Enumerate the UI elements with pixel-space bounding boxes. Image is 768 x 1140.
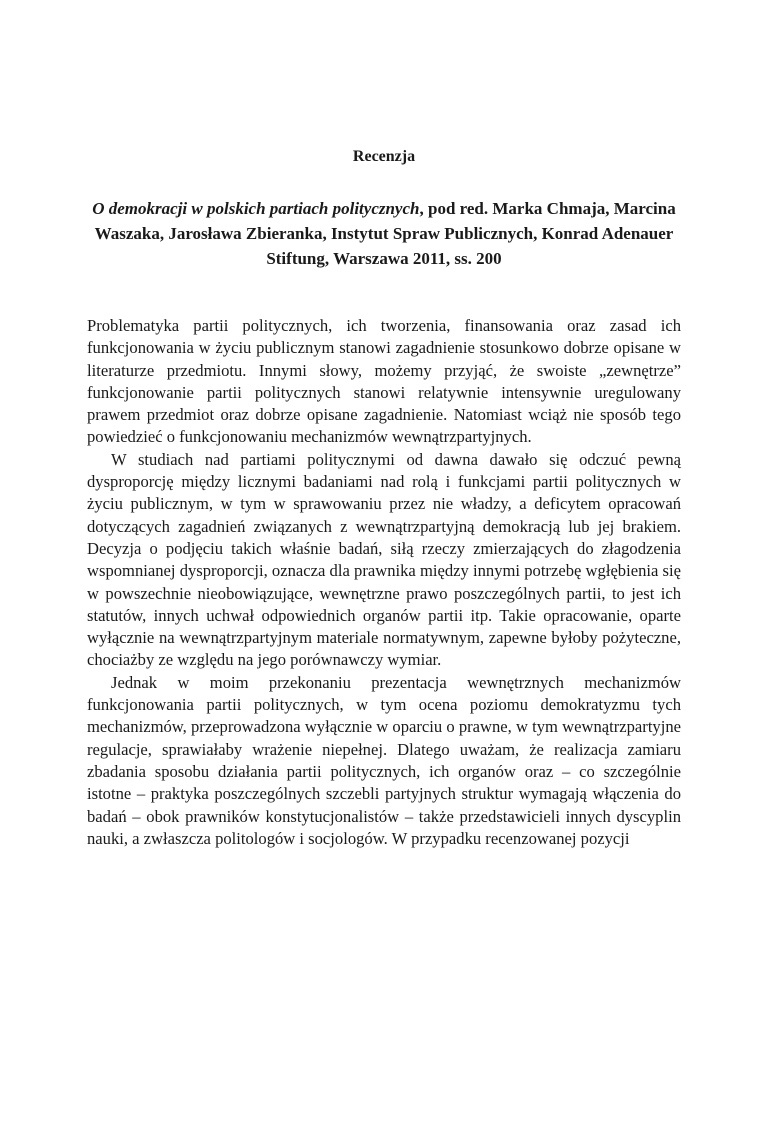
review-body <box>87 315 681 850</box>
paragraph-3: Jednak w moim przekonaniu prezentacja wewnętrznych mechanizmów funkcjonowania partii politycznych, w tym ocena poziomu demokratyzmu tych mechanizmów, przeprowadzona wyłącznie w oparciu o prawne, w tym wewnątrzpartyjne regulacje, sprawiałaby wrażenie niepełnej. Dlatego uważam, że realizacja zamiaru zbadania sposobu działania partii politycznych, ich organów oraz – co szczególnie istotne – praktyka poszczególnych szczebli partyjnych struktur wymagają włączenia do badań – obok prawników konstytucjonalistów – także przedstawicieli innych dyscyplin nauki, a zwłaszcza politologów i socjologów. W przypadku recenzowanej pozycji <box>87 672 681 848</box>
document-page <box>0 146 768 1140</box>
section-label: Recenzja <box>352 148 416 165</box>
book-details: , pod red. Marka Chmaja, Marcina Waszaka, Jarosława Zbieranka, Instytut Spraw Publicznych, Konrad Adenauer Stiftung, Warszawa 2011, ss. 200 <box>94 199 676 268</box>
book-title: O demokracji w polskich partiach politycznych <box>92 199 420 218</box>
paragraph-2: W studiach nad partiami politycznymi od dawna dawało się odczuć pewną dysproporcję między licznymi badaniami nad rolą i funkcjami partii politycznych w życiu publicznym, w tym w sprawowaniu przez nie władzy, a deficytem opracowań dotyczących zagadnień związanych z wewnątrzpartyjną demokracją lub jej brakiem. Decyzja o podjęciu takich właśnie badań, siłą rzeczy zmierzających do złagodzenia wspomnianej dysproporcji, oznacza dla prawnika między innymi potrzebę wgłębienia się w powszechnie nieobowiązujące, wewnętrzne prawo poszczególnych partii, to jest ich statutów, innych uchwał odpowiednich organów partii itp. Takie opracowanie, oparte wyłącznie na wewnątrzpartyjnym materiale normatywnym, zapewne byłoby pożyteczne, chociażby ze względu na jego porównawczy wymiar. <box>87 449 681 670</box>
paragraph-1: Problematyka partii politycznych, ich tworzenia, finansowania oraz zasad ich funkcjonowania w życiu publicznym stanowi zagadnienie stosunkowo dobrze opisane w literaturze przedmiotu. Innymi słowy, możemy przyjąć, że swoiste „zewnętrze” funkcjonowanie partii politycznych stanowi relatywnie intensywnie uregulowany prawem przedmiot oraz dobrze opisane zagadnienie. Natomiast wciąż nie sposób tego powiedzieć o funkcjonowaniu mechanizmów wewnątrzpartyjnych. <box>87 316 681 447</box>
review-title <box>87 196 681 271</box>
